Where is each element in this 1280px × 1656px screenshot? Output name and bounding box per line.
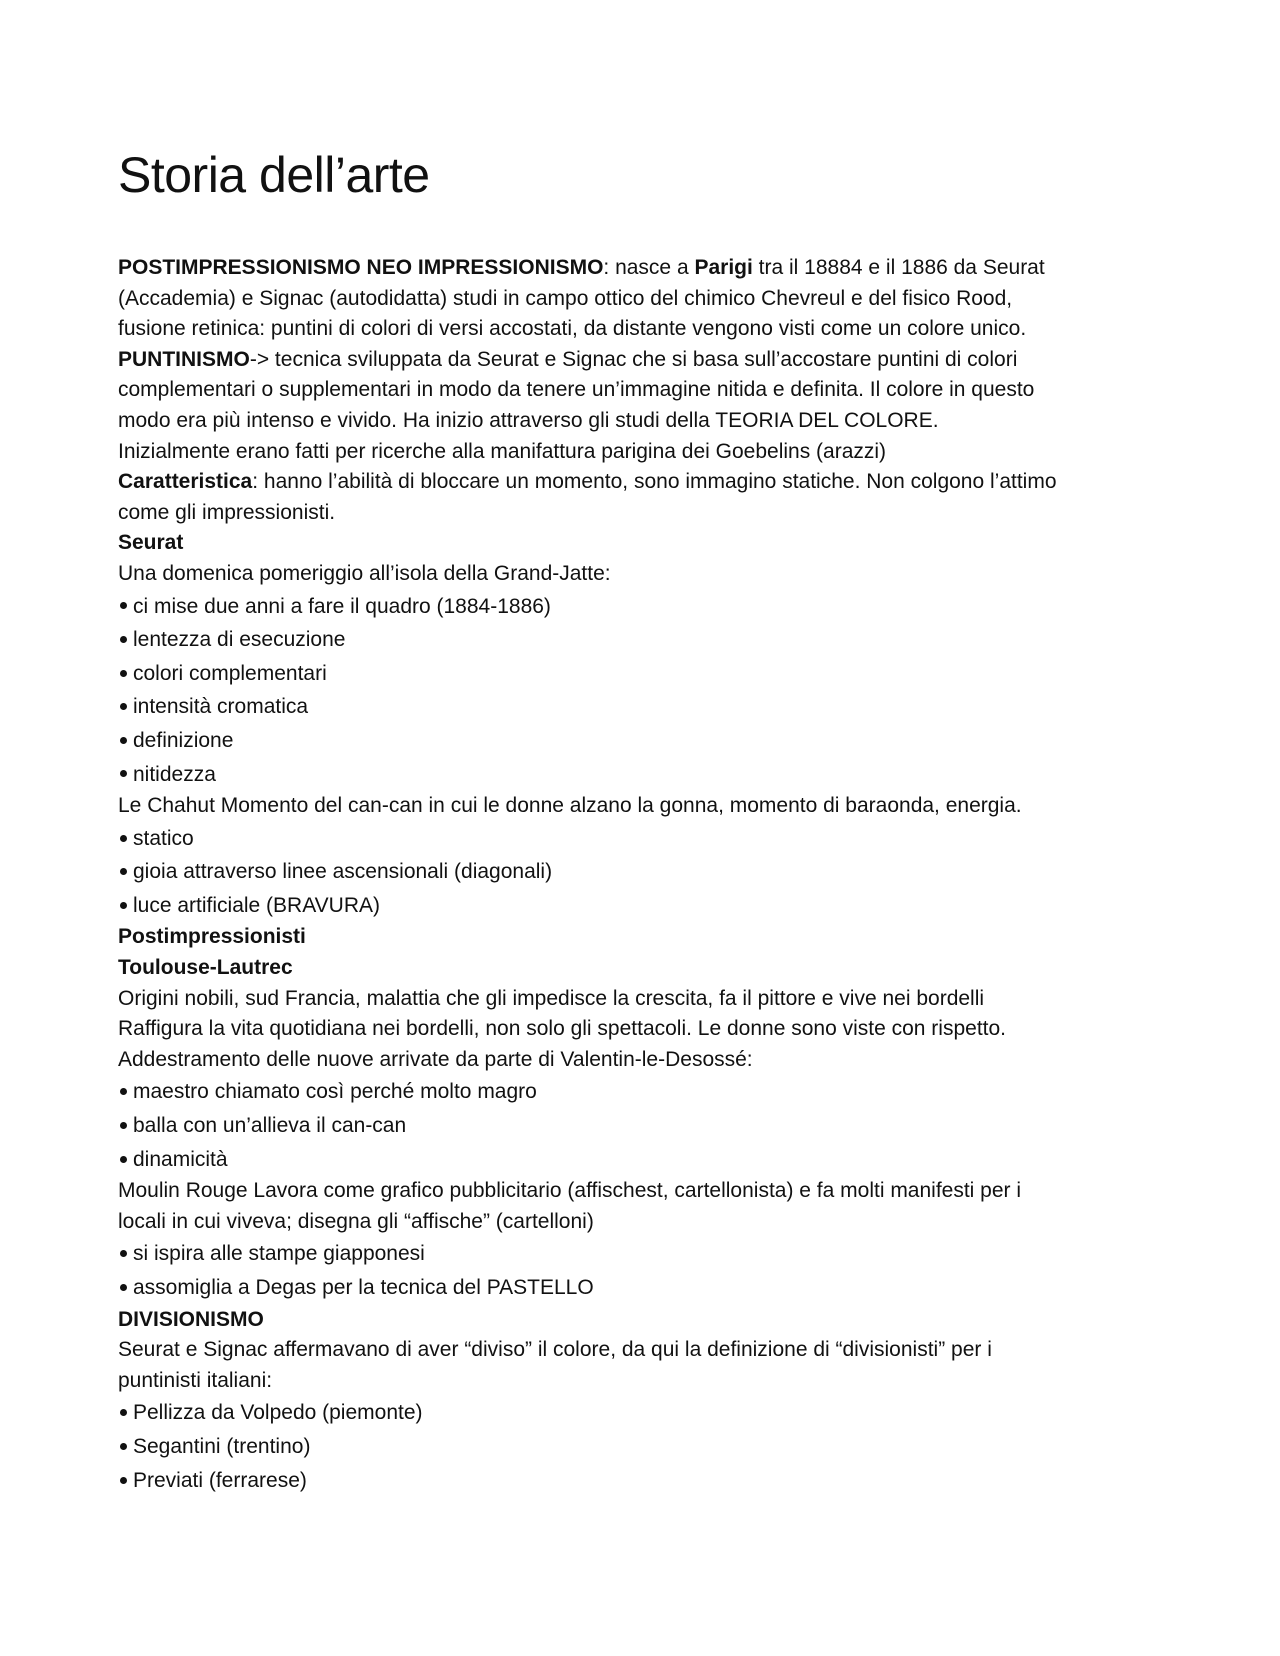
paragraph-line: Raffigura la vita quotidiana nei bordelli, non solo gli spettacoli. Le donne sono viste con rispetto. [118,1017,1007,1041]
section-heading-seurat: Seurat [118,531,184,555]
paragraph-line: complementari o supplementari in modo da tenere un’immagine nitida e definita. Il colore in questo [118,378,1035,402]
paragraph-line: fusione retinica: puntini di colori di versi accostati, da distante vengono visti come un colore unico. [118,317,1027,341]
list-item: Segantini (trentino) [118,1430,1160,1464]
paragraph-line: Le Chahut Momento del can-can in cui le donne alzano la gonna, momento di baraonda, energia. [118,794,1022,818]
list-item: intensità cromatica [118,690,1160,724]
list-item: maestro chiamato così perché molto magro [118,1075,1160,1109]
list-item: ci mise due anni a fare il quadro (1884-1886) [118,590,1160,624]
bullet-icon [120,602,127,609]
list-item: dinamicità [118,1143,1160,1177]
bold-term: PUNTINISMO [118,347,250,371]
paragraph-line: Moulin Rouge Lavora come grafico pubblicitario (affischest, cartellonista) e fa molti manifesti per i [118,1179,1022,1203]
paragraph-line: puntinisti italiani: [118,1368,273,1392]
text-run: tra il 18884 e il 1886 da Seurat [752,256,1045,279]
list-item: Pellizza da Volpedo (piemonte) [118,1396,1160,1430]
paragraph-line: Origini nobili, sud Francia, malattia che gli impedisce la crescita, fa il pittore e vive nei bordelli [118,986,985,1010]
list-item: si ispira alle stampe giapponesi [118,1237,1160,1271]
bullet-icon [120,902,127,909]
paragraph-line: Addestramento delle nuove arrivate da parte di Valentin-le-Desossé: [118,1047,753,1071]
list-item: colori complementari [118,657,1160,691]
paragraph-line: (Accademia) e Signac (autodidatta) studi in campo ottico del chimico Chevreul e del fisico Rood, [118,286,1013,310]
paragraph-line [118,467,1160,498]
list-item: statico [118,822,1160,856]
bold-term: POSTIMPRESSIONISMO NEO IMPRESSIONISMO [118,256,604,279]
bullet-icon [120,703,127,710]
bullet-icon [120,670,127,677]
text-run: -> tecnica sviluppata da Seurat e Signac che si basa sull’accostare puntini di colori [249,347,1018,371]
list-item: assomiglia a Degas per la tecnica del PASTELLO [118,1271,1160,1305]
list-item: nitidezza [118,758,1160,792]
paragraph-line: Seurat e Signac affermavano di aver “diviso” il colore, da qui la definizione di “divisionisti” per i [118,1338,992,1362]
bullet-icon [120,1284,127,1291]
paragraph-line: come gli impressionisti. [118,500,336,524]
list-item: balla con un’allieva il can-can [118,1109,1160,1143]
bullet-icon [120,1409,127,1416]
paragraph-line: modo era più intenso e vivido. Ha inizio attraverso gli studi della TEORIA DEL COLORE. [118,408,939,432]
page-title: Storia dell’arte [118,147,430,203]
bullet-icon [120,835,127,842]
bullet-icon [120,868,127,875]
list-item: gioia attraverso linee ascensionali (diagonali) [118,855,1160,889]
list-item: luce artificiale (BRAVURA) [118,889,1160,923]
section-heading-postimpressionisti: Postimpressionisti [118,925,306,949]
list-item: Previati (ferrarese) [118,1464,1160,1498]
paragraph-line [118,345,1160,376]
bullet-icon [120,636,127,643]
bold-term: Parigi [694,256,753,279]
bullet-icon [120,1156,127,1163]
text-run: : nasce a [603,256,695,279]
paragraph-line: Inizialmente erano fatti per ricerche alla manifattura parigina dei Goebelins (arazzi) [118,439,887,463]
list-item: lentezza di esecuzione [118,623,1160,657]
bold-term: Caratteristica [118,470,253,494]
paragraph-line: Una domenica pomeriggio all’isola della Grand-Jatte: [118,561,611,585]
bullet-icon [120,1250,127,1257]
bullet-icon [120,770,127,777]
bullet-icon [120,1088,127,1095]
section-subheading-lautrec: Toulouse-Lautrec [118,956,293,980]
section-heading-divisionismo: DIVISIONISMO [118,1307,264,1331]
document-body [118,253,1160,1497]
bullet-icon [120,1122,127,1129]
text-run: : hanno l’abilità di bloccare un momento, sono immagino statiche. Non colgono l’attimo [252,470,1057,494]
paragraph-line: locali in cui viveva; disegna gli “affische” (cartelloni) [118,1209,594,1233]
bullet-icon [120,1443,127,1450]
bullet-icon [120,1477,127,1484]
bullet-icon [120,737,127,744]
paragraph-line [118,253,1160,284]
list-item: definizione [118,724,1160,758]
